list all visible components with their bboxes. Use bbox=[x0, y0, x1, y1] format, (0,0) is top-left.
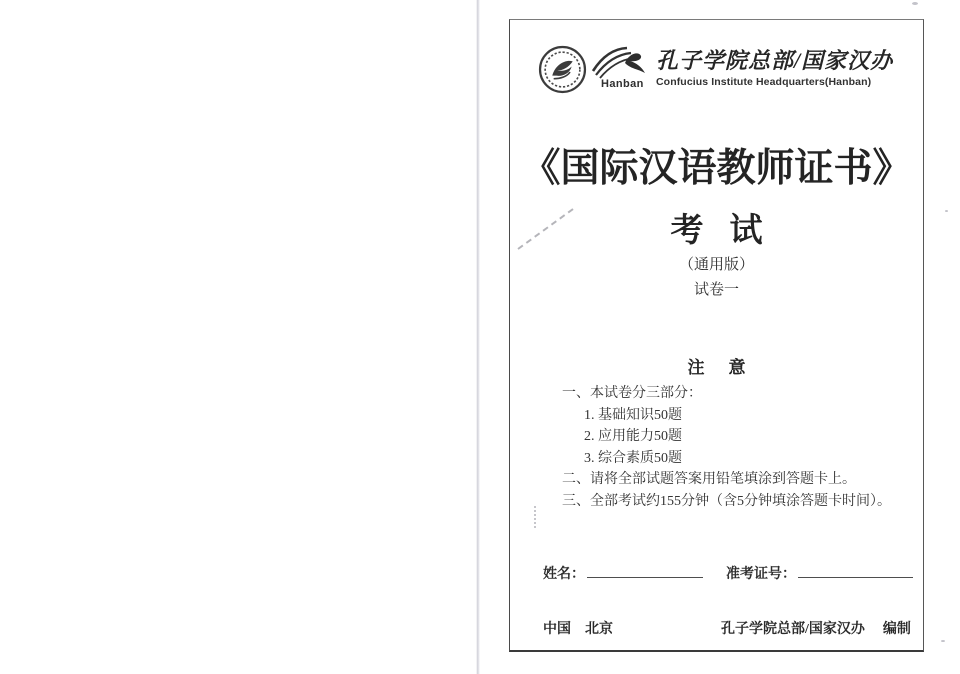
notice-heading-word-2: 意 bbox=[728, 358, 746, 377]
paper-number: 试卷一 bbox=[693, 282, 739, 298]
certificate-title: 《国际汉语教师证书》 bbox=[521, 147, 912, 190]
exam-word-2: 试 bbox=[729, 213, 763, 249]
name-blank-line bbox=[587, 564, 703, 578]
confucius-seal-icon bbox=[538, 45, 587, 94]
footer-location: 中国 北京 bbox=[543, 622, 613, 637]
header-logo-row bbox=[538, 45, 893, 95]
scan-speck bbox=[912, 2, 918, 5]
notice-subitem-1: 1. 基础知识50题 bbox=[584, 407, 682, 423]
notice-heading-word-1: 注 bbox=[687, 358, 705, 377]
org-name-english: Confucius Institute Headquarters(Hanban) bbox=[656, 76, 872, 88]
edition-label: （通用版） bbox=[678, 257, 754, 273]
faint-pencil-speck bbox=[534, 506, 536, 528]
admission-number-blank-line bbox=[798, 564, 913, 578]
exam-title bbox=[510, 204, 923, 251]
footer-publisher-group bbox=[721, 618, 911, 638]
notice-subitem-3: 3. 综合素质50题 bbox=[584, 450, 682, 466]
hanban-logo bbox=[591, 45, 647, 95]
notice-item-2: 二、请将全部试题答案用铅笔填涂到答题卡上。 bbox=[562, 472, 856, 487]
name-label: 姓名： bbox=[543, 567, 585, 582]
name-field bbox=[543, 563, 703, 583]
exam-word-1: 考 bbox=[670, 213, 704, 249]
hanban-swoosh-icon bbox=[591, 45, 647, 81]
footer-publisher: 孔子学院总部/国家汉办 bbox=[721, 622, 865, 637]
blank-left-page bbox=[0, 0, 476, 674]
hanban-wordmark: Hanban bbox=[601, 78, 644, 90]
notice-list bbox=[562, 383, 891, 512]
org-name-chinese: 孔子学院总部/国家汉办 bbox=[656, 48, 894, 73]
footer-role: 编制 bbox=[882, 622, 911, 637]
notice-item-3: 三、全部考试约155分钟（含5分钟填涂答题卡时间）。 bbox=[562, 493, 891, 509]
notice-item-1: 一、本试卷分三部分： bbox=[562, 386, 702, 401]
admission-number-label: 准考证号： bbox=[726, 567, 796, 582]
org-name-block bbox=[656, 45, 893, 88]
exam-cover-page bbox=[509, 19, 924, 652]
scan-speck bbox=[945, 210, 948, 212]
admission-number-field bbox=[726, 563, 913, 583]
scan-speck bbox=[941, 640, 945, 642]
notice-heading bbox=[510, 353, 923, 378]
notice-subitem-2: 2. 应用能力50题 bbox=[584, 429, 682, 444]
page-fold-line bbox=[476, 0, 480, 674]
